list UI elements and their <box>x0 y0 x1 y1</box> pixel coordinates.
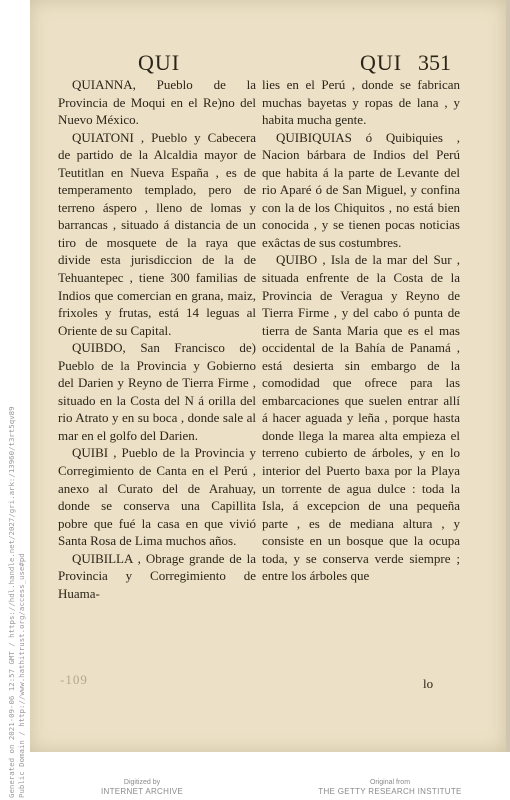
margin-stamp-line-2: Public Domain / http://www.hathitrust.org/access_use#pd <box>17 553 26 798</box>
signature-ghost-mark: -109 <box>60 672 88 687</box>
margin-stamp <box>4 406 26 800</box>
footer-right-small: Original from <box>369 779 411 786</box>
catchword: lo <box>423 676 434 691</box>
header-right-word: QUI <box>360 50 403 75</box>
footer-left-big: INTERNET ARCHIVE <box>101 787 183 796</box>
footer-left-small: Digitized by <box>123 779 161 786</box>
header-left-word: QUI <box>138 50 181 75</box>
entry-quianna: QUIANNA, Pueblo de la Provincia de Moqui en el Re)no del Nuevo México. <box>58 77 256 128</box>
footer-original-from <box>300 778 480 797</box>
entry-quibi: QUIBI , Pueblo de la Provincia y Corregimiento de Canta en el Perú , anexo al Curato del de Arahuay, donde se conserva una Capillita pobre que fué la casa en que vivió Santa Rosa de Lima muchos años. <box>58 445 256 549</box>
footer <box>0 778 510 800</box>
entry-quibilla-continued: lies en el Perú , donde se fabrican muchas bayetas y ropas de lana , y habita mucha gente. <box>262 77 460 128</box>
margin-stamp-line-1: Generated on 2021-09-06 12:57 GMT / https://hdl.handle.net/2027/gri.ark:/13960/t3rt5qv89 <box>7 406 16 798</box>
entry-quibiquias: QUIBIQUIAS ó Quibiquies , Nacion bárbara de Indios del Perú que habita á la parte de Levante del rio Aparé ó de San Miguel, y confina con la de los Chiquitos , no está bien conocida , y se tienen pocas noticias exâctas de sus costumbres. <box>262 129 460 250</box>
entry-quiatoni: QUIATONI , Pueblo y Cabecera de partido de la Alcaldia mayor de Teutitlan en Nueva España , es de temperamento templado, pero de terreno áspero , lleno de lomas y barrancas , situado á distancia de un tiro de mosquete de la raya que divide esta jurisdiccion de la de Tehuantepec , tiene 300 familias de Indios que comercian en grana, maiz, frixoles y frutas, está 14 leguas al Oriente de su Capital. <box>58 129 256 338</box>
footer-digitized-by <box>78 778 206 797</box>
left-column <box>58 76 256 602</box>
page-edge <box>506 0 510 752</box>
page-number: 351 <box>418 50 451 75</box>
entry-quibilla: QUIBILLA , Obrage grande de la Provincia y Corregimiento de Huama- <box>58 550 256 601</box>
entry-quibo: QUIBO , Isla de la mar del Sur , situada enfrente de la Costa de la Provincia de Veragua y Reyno de Tierra Firme , y del cabo ó punta de tierra de Santa Maria que es el mas occidental de la Bahía de Panamá , está desierta sin embargo de la comodidad que ofrece para las embarcaciones que suelen entrar allí á hacer aguada y leña , porque hasta donde llega la marea alta empieza el terreno cubierto de árboles, y en lo interior del Puerto baxa por la Playa un torrente de agua dulce : toda la Isla, á excepcion de una pequeña parte , es de mediana altura , y consiste en un bosque que la ocupa toda, y se conserva verde siempre ; entre los árboles que <box>262 252 460 584</box>
footer-right-big: THE GETTY RESEARCH INSTITUTE <box>318 787 462 796</box>
right-column <box>262 76 460 585</box>
entry-quibdo: QUIBDO, San Francisco de) Pueblo de la Provincia y Gobierno del Darien y Reyno de Tierra Firme , situado en la Costa del N á orilla del rio Atrato y en su boca , donde sale al mar en el golfo del Darien. <box>58 340 256 443</box>
